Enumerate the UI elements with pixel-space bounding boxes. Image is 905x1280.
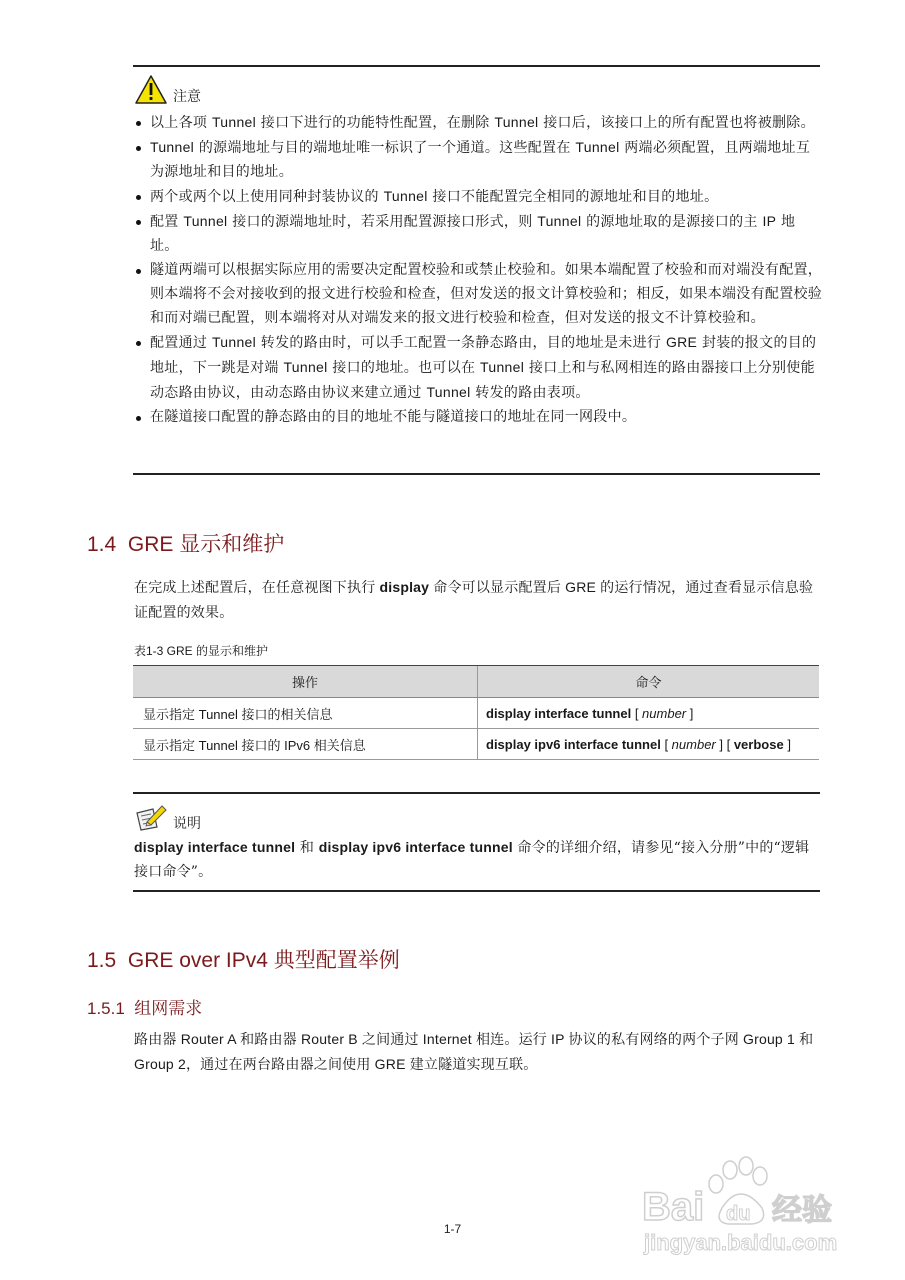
display-maintenance-table bbox=[133, 665, 819, 760]
section-number: 1.4 bbox=[87, 533, 117, 556]
svg-text:du: du bbox=[726, 1203, 751, 1225]
bullet-text: 接口不能配置完全相同的源地址和目的地址。 bbox=[427, 189, 719, 205]
note-connector: 和 bbox=[295, 840, 319, 856]
bracket-open: [ bbox=[631, 705, 643, 721]
subsection-title: 组网需求 bbox=[134, 999, 203, 1018]
table-caption: 表1-3 GRE 的显示和维护 bbox=[134, 644, 269, 658]
command-keyword: display ipv6 interface tunnel bbox=[486, 736, 661, 752]
bullet-text: 接口上和与私网相连的路由器接口上分别使能动态路由协议，由动态路由协议来建立通过 bbox=[150, 360, 815, 401]
latin-term: Tunnel bbox=[575, 139, 620, 155]
note-header bbox=[135, 803, 201, 831]
baidu-jingyan-watermark bbox=[640, 1150, 860, 1260]
table-header-row bbox=[133, 666, 819, 698]
latin-term: Tunnel bbox=[383, 188, 428, 204]
bullet-text: 转发的路由表项。 bbox=[470, 385, 590, 401]
caution-bullet-item bbox=[133, 209, 823, 258]
bullet-text: 以上各项 bbox=[150, 115, 212, 131]
command-cell bbox=[478, 729, 820, 760]
table-row bbox=[133, 698, 819, 729]
note-body bbox=[134, 835, 822, 884]
bullet-text: 两个或两个以上使用同种封装协议的 bbox=[150, 189, 384, 205]
subsection-number: 1.5.1 bbox=[87, 999, 125, 1018]
bullet-text: 隧道两端可以根据实际应用的需要决定配置校验和或禁止校验和。如果本端配置了校验和而对端没有配置，则本端将不会对接收到的报文进行校验和检查，但对发送的报文计算校验和；相反，如果本端没有配置校验和而对端已配置，则本端将对从对端发来的报文进行校验和检查，但对发送的报文不计算校验和。 bbox=[150, 262, 823, 326]
section-heading-1-4 bbox=[87, 528, 284, 558]
bullet-text: 封装的报文的目的地址，下一跳是对端 bbox=[150, 335, 817, 376]
caution-bullet-item bbox=[133, 330, 823, 405]
page-number: 1-7 bbox=[443, 1222, 462, 1236]
caution-bullet-item bbox=[133, 184, 823, 209]
bullet-text: 接口下进行的功能特性配置，在删除 bbox=[256, 115, 495, 131]
operation-cell: 显示指定 Tunnel 接口的 IPv6 相关信息 bbox=[133, 729, 478, 760]
intro-command: display bbox=[379, 579, 430, 595]
bullet-text: 的源地址取的是源接口的主 bbox=[581, 214, 763, 230]
latin-term: Tunnel bbox=[183, 213, 228, 229]
svg-text:Bai: Bai bbox=[642, 1185, 705, 1229]
command-param: number bbox=[642, 705, 687, 721]
section-heading-1-5 bbox=[87, 944, 400, 974]
command-param: number bbox=[671, 736, 716, 752]
latin-term: IP bbox=[762, 213, 777, 229]
latin-term: GRE bbox=[665, 334, 698, 350]
bullet-text: 接口的地址。也可以在 bbox=[327, 360, 481, 376]
command-cell bbox=[478, 698, 820, 729]
subsection-heading-1-5-1 bbox=[87, 994, 202, 1019]
bullet-text: 配置通过 bbox=[150, 335, 212, 351]
caution-label: 注意 bbox=[173, 88, 201, 104]
latin-term: Tunnel bbox=[150, 139, 195, 155]
column-header-command: 命令 bbox=[478, 666, 820, 698]
bullet-text: 转发的路由时，可以手工配置一条静态路由，目的地址是未进行 bbox=[256, 335, 666, 351]
latin-term: Tunnel bbox=[426, 384, 471, 400]
latin-term: Tunnel bbox=[494, 114, 539, 130]
svg-text:jingyan.baidu.com: jingyan.baidu.com bbox=[644, 1230, 838, 1255]
bullet-text: 在隧道接口配置的静态路由的目的地址不能与隧道接口的地址在同一网段中。 bbox=[150, 409, 637, 425]
caution-bullet-item bbox=[133, 135, 823, 184]
bullet-text: 的源端地址与目的端地址唯一标识了一个通道。这些配置在 bbox=[194, 140, 576, 156]
caution-bottom-rule bbox=[133, 473, 820, 475]
note-text: 命令的详细介绍，请参见“接入分册”中的“逻辑接口命令”。 bbox=[134, 840, 810, 880]
caution-list bbox=[133, 110, 823, 429]
latin-term: Tunnel bbox=[211, 114, 257, 130]
table-row bbox=[133, 729, 819, 760]
latin-term: Tunnel bbox=[537, 213, 582, 229]
caution-bullet-item bbox=[133, 258, 823, 330]
caution-header bbox=[135, 75, 201, 104]
intro-text-rest: 命令可以显示配置后 GRE 的运行情况，通过查看显示信息验证配置的效果。 bbox=[134, 579, 814, 620]
latin-term: Tunnel bbox=[480, 359, 525, 375]
bullet-text: 地址。 bbox=[150, 214, 796, 254]
bullet-text: 接口后，该接口上的所有配置也将被删除。 bbox=[538, 115, 815, 131]
bracket-close: ] bbox=[715, 736, 723, 752]
note-top-rule bbox=[133, 792, 820, 794]
bracket-open: [ bbox=[660, 736, 672, 752]
section-title: GRE 显示和维护 bbox=[127, 533, 285, 556]
caution-top-rule bbox=[133, 65, 820, 67]
note-pencil-icon bbox=[135, 803, 167, 831]
bracket-open: [ bbox=[722, 736, 734, 752]
column-header-operation: 操作 bbox=[133, 666, 478, 698]
bullet-text: 两端必须配置，且两端地址互为源地址和目的地址。 bbox=[150, 140, 811, 180]
svg-text:经验: 经验 bbox=[772, 1193, 832, 1228]
note-command-1: display interface tunnel bbox=[134, 839, 296, 855]
bracket-close: ] bbox=[686, 705, 694, 721]
caution-bullet-item bbox=[133, 110, 823, 135]
section-1-4-intro bbox=[134, 575, 822, 625]
command-keyword-verbose: verbose bbox=[733, 736, 784, 752]
subsection-body: 路由器 Router A 和路由器 Router B 之间通过 Internet 相连。运行 IP 协议的私有网络的两个子网 Group 1 和 Group 2，通过在两台路由器之间使用 GRE 建立隧道实现互联。 bbox=[134, 1031, 814, 1072]
latin-term: Tunnel bbox=[283, 359, 328, 375]
section-number: 1.5 bbox=[87, 949, 117, 972]
intro-text: 在完成上述配置后，在任意视图下执行 bbox=[134, 579, 380, 595]
command-keyword: display interface tunnel bbox=[486, 705, 632, 721]
warning-triangle-icon bbox=[135, 75, 167, 104]
note-label: 说明 bbox=[173, 815, 201, 831]
baidu-paw-logo-icon bbox=[640, 1150, 860, 1260]
section-title: GRE over IPv4 典型配置举例 bbox=[127, 949, 400, 972]
bullet-text: 配置 bbox=[150, 214, 184, 230]
latin-term: Tunnel bbox=[211, 334, 257, 350]
operation-cell: 显示指定 Tunnel 接口的相关信息 bbox=[133, 698, 478, 729]
note-bottom-rule bbox=[133, 890, 820, 892]
note-command-2: display ipv6 interface tunnel bbox=[318, 839, 513, 855]
bracket-close: ] bbox=[783, 736, 791, 752]
caution-bullet-item bbox=[133, 405, 823, 429]
bullet-text: 接口的源端地址时，若采用配置源接口形式，则 bbox=[227, 214, 538, 230]
